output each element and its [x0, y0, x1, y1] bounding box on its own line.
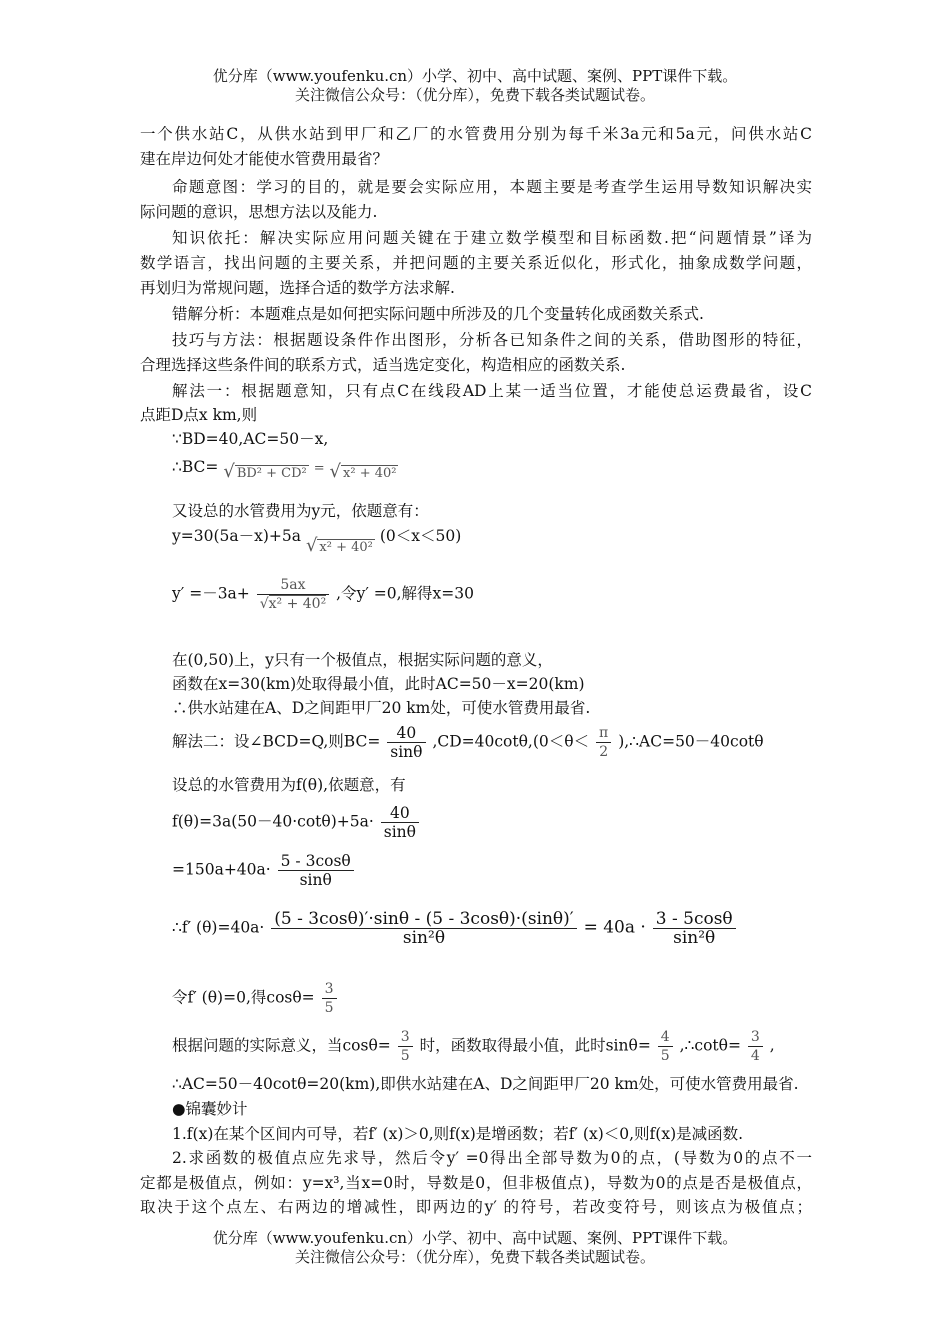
f-derivative-den: sin²θ [402, 928, 446, 948]
sqrt-y-radicand: x² + 40² [319, 540, 373, 555]
f-derivative-num-2: 3 - 5cosθ [653, 910, 736, 929]
eq-y-lhs: y=30(5a－x)+5a [172, 527, 301, 545]
f-eq-2-frac [278, 852, 354, 889]
skill-line-2: 合理选择这些条件间的联系方式，适当选定变化，构造相应的函数关系. [140, 356, 626, 374]
eq-bd: ∵BD=40,AC=50－x, [172, 430, 329, 448]
eq-bc-lhs: ∴BC= [172, 458, 219, 476]
f-eq-2-lhs: =150a+40a· [172, 860, 271, 879]
solution1-line-1: 解法一：根据题意知，只有点C在线段AD上某一适当位置，才能使总运费最省，设C [172, 382, 812, 400]
eq-bc: ∴BC= √ BD² + CD² = √ x² + 40² [172, 458, 397, 482]
deriv-fraction [257, 576, 330, 613]
sqrt-x-40-radicand: x² + 40² [343, 466, 397, 481]
f-derivative [172, 910, 738, 947]
sqrt-x-40: √ x² + 40² [329, 461, 397, 482]
meaning-line [172, 1028, 775, 1065]
intent-line-1: 命题意图：学习的目的，就是要会实际应用，本题主要是考查学生运用导数知识解决实 [172, 178, 812, 196]
page-footer [0, 1229, 950, 1267]
tips-title: ●锦囊妙计 [172, 1100, 248, 1118]
sol2-part-b: ,CD=40cotθ,(0＜θ＜ [432, 732, 590, 751]
cost-y-line: 又设总的水管费用为y元，依题意有： [172, 502, 429, 520]
meaning-frac-sin-den: 5 [660, 1048, 670, 1064]
f-eq-1 [172, 804, 421, 841]
f-derivative-frac [271, 910, 576, 947]
set-zero-line [172, 980, 339, 1017]
meaning-frac-sin-num: 4 [658, 1028, 673, 1047]
sol2-frac-pi-den: 2 [599, 744, 609, 760]
set-zero-frac [322, 980, 337, 1017]
sol2-part-a: 解法二：设∠BCD=Q,则BC= [172, 732, 381, 751]
meaning-frac-cot [748, 1028, 763, 1065]
problem-line-1: 一个供水站C，从供水站到甲厂和乙厂的水管费用分别为每千米3a元和5a元，问供水站C [140, 125, 812, 143]
derivative-y [172, 576, 474, 613]
sol2-part-c: ),∴AC=50－40cotθ [618, 732, 764, 751]
eq-y [172, 526, 462, 556]
conclusion-2: ∴AC=50－40cotθ=20(km),即供水站建在A、D之间距甲厂20 km处，可使水管费用最省. [172, 1075, 799, 1093]
meaning-part-a: 根据问题的实际意义，当cosθ= [172, 1036, 391, 1055]
error-analysis-line: 错解分析：本题难点是如何把实际问题中所涉及的几个变量转化成函数关系式. [172, 305, 704, 323]
conclusion-1: ∴供水站建在A、D之间距甲厂20 km处，可使水管费用最省. [172, 699, 591, 717]
meaning-frac-cos-den: 5 [400, 1048, 410, 1064]
header-line-2: 关注微信公众号：（优分库），免费下载各类试题试卷。 [294, 86, 655, 104]
solution2-line [172, 724, 764, 761]
f-eq-2 [172, 852, 356, 889]
deriv-denominator: √x² + 40² [259, 596, 327, 612]
tip-2-line-1: 2.求函数的极值点应先求导，然后令y′ =0得出全部导数为0的点，(导数为0的点不一 [172, 1149, 812, 1167]
solution1-line-2: 点距D点x km,则 [140, 406, 258, 424]
meaning-frac-sin [658, 1028, 673, 1065]
min-line: 函数在x=30(km)处取得最小值，此时AC=50－x=20(km) [172, 675, 585, 693]
basis-line-1: 知识依托：解决实际应用问题关键在于建立数学模型和目标函数.把“问题情景”译为 [172, 229, 812, 247]
f-eq-1-lhs: f(θ)=3a(50－40·cotθ)+5a· [172, 812, 374, 831]
set-zero-den: 5 [324, 1000, 334, 1016]
f-derivative-den-2: sin²θ [673, 928, 716, 948]
problem-line-2: 建在岸边何处才能使水管费用最省？ [140, 150, 389, 168]
meaning-frac-cos-num: 3 [398, 1028, 413, 1047]
intent-line-2: 际问题的意识，思想方法以及能力. [140, 203, 378, 221]
f-eq-2-num: 5 - 3cosθ [278, 852, 354, 871]
tip-2-line-2: 定都是极值点，例如：y=x³,当x=0时，导数是0，但非极值点)，导数为0的点是否是极值点， [140, 1174, 812, 1192]
cost-f-line: 设总的水管费用为f(θ),依题意，有 [172, 776, 406, 794]
extreme-line: 在(0,50)上，y只有一个极值点，根据实际问题的意义， [172, 651, 553, 669]
f-derivative-lhs: ∴f′ (θ)=40a· [172, 918, 265, 937]
basis-line-3: 再划归为常规问题，选择合适的数学方法求解. [140, 279, 455, 297]
f-derivative-num: (5 - 3cosθ)′·sinθ - (5 - 3cosθ)·(sinθ)′ [271, 910, 576, 929]
skill-line-1: 技巧与方法：根据题设条件作出图形，分析各已知条件之间的关系，借助图形的特征， [172, 331, 812, 349]
meaning-frac-cos [398, 1028, 413, 1065]
deriv-rhs: ,令y′ =0,解得x=30 [336, 584, 475, 603]
sqrt-bd-cd-radicand: BD² + CD² [236, 466, 307, 481]
f-derivative-mid: = 40a · [583, 917, 646, 938]
meaning-part-c: ,∴cotθ= [679, 1036, 741, 1055]
footer-line-2: 关注微信公众号：（优分库），免费下载各类试题试卷。 [294, 1248, 655, 1266]
meaning-part-b: 时，函数取得最小值，此时sinθ= [419, 1036, 651, 1055]
deriv-numerator: 5ax [257, 576, 330, 595]
basis-line-2: 数学语言，找出问题的主要关系，并把问题的主要关系近似化，形式化，抽象成数学问题， [140, 254, 812, 272]
f-eq-1-frac [381, 804, 419, 841]
sol2-frac-bc-den: sinθ [390, 743, 423, 761]
sol2-frac-pi-num: π [596, 724, 611, 743]
sol2-frac-bc-num: 40 [387, 724, 425, 743]
sol2-frac-pi [596, 724, 611, 761]
f-eq-1-den: sinθ [383, 823, 416, 841]
set-zero-text: 令f′ (θ)=0,得cosθ= [172, 988, 315, 1007]
f-eq-1-num: 40 [381, 804, 419, 823]
tip-2-line-3: 取决于这个点左、右两边的增减性，即两边的y′ 的符号，若改变符号，则该点为极值点； [140, 1198, 812, 1216]
sqrt-bd-cd: √ BD² + CD² [223, 461, 307, 482]
meaning-part-d: , [769, 1036, 775, 1055]
meaning-frac-cot-num: 3 [748, 1028, 763, 1047]
header-line-1: 优分库（www.youfenku.cn）小学、初中、高中试题、案例、PPT课件下载。 [212, 67, 738, 85]
eq-y-domain: (0＜x＜50) [379, 527, 462, 545]
sqrt-y: √ x² + 40² [305, 535, 373, 556]
deriv-lhs: y′ =－3a+ [172, 584, 250, 603]
meaning-frac-cot-den: 4 [750, 1048, 760, 1064]
tip-1: 1.f(x)在某个区间内可导，若f′ (x)＞0,则f(x)是增函数；若f′ (x)＜0,则f(x)是减函数. [172, 1125, 744, 1143]
set-zero-num: 3 [322, 980, 337, 999]
f-derivative-frac-2 [653, 910, 736, 947]
f-eq-2-den: sinθ [299, 871, 332, 889]
footer-line-1: 优分库（www.youfenku.cn）小学、初中、高中试题、案例、PPT课件下载。 [212, 1229, 738, 1247]
sol2-frac-bc [387, 724, 425, 761]
page-header [0, 67, 950, 105]
